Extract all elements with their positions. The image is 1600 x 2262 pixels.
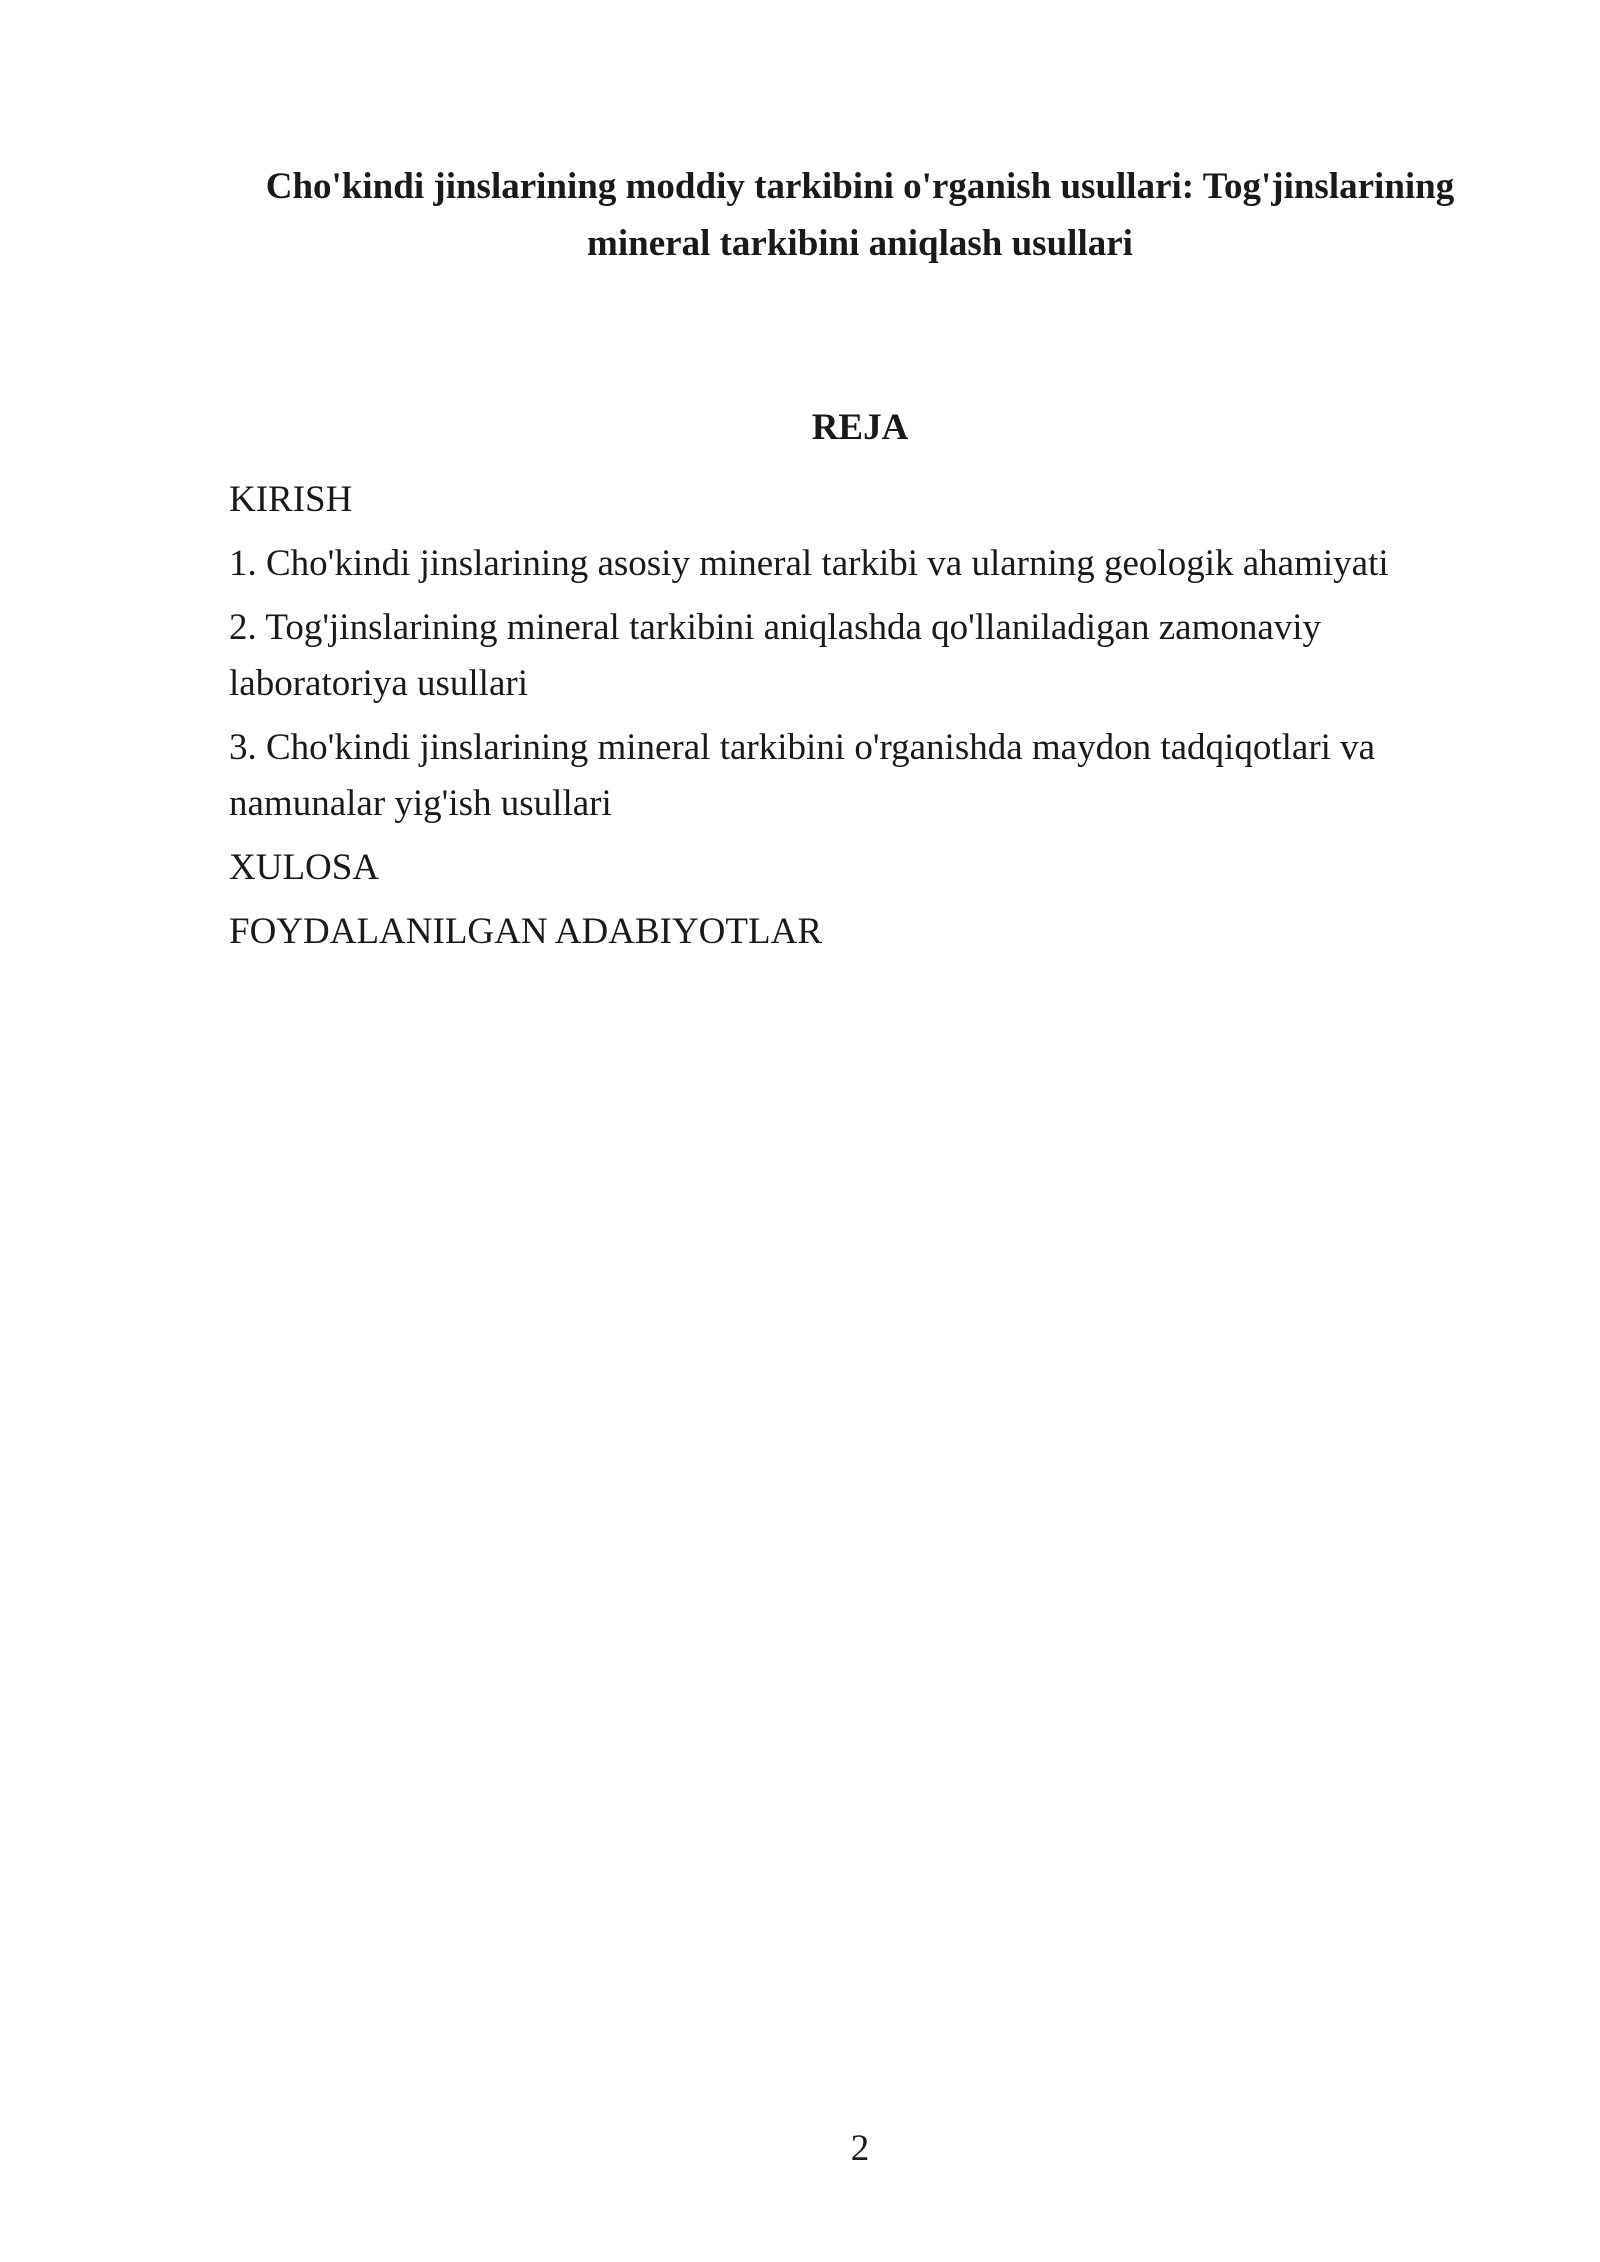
plan-heading: REJA	[811, 407, 909, 448]
plan-item-3: 3. Cho'kindi jinslarining mineral tarkibini o'rganishda maydon tadqiqotlari va namunalar yig'ish usullari	[229, 727, 1376, 824]
plan-item-xulosa: XULOSA	[229, 847, 380, 888]
plan-item-2: 2. Tog'jinslarining mineral tarkibini aniqlashda qo'llaniladigan zamonaviy laboratoriya usullari	[229, 607, 1322, 704]
page-number: 2	[850, 2128, 870, 2169]
plan-list	[229, 472, 1429, 968]
plan-item-1: 1. Cho'kindi jinslarining asosiy mineral tarkibi va ularning geologik ahamiyati	[229, 543, 1389, 584]
plan-item-kirish: KIRISH	[229, 479, 353, 520]
document-title: Cho'kindi jinslarining moddiy tarkibini o'rganish usullari: Tog'jinslarining mineral tarkibini aniqlash usullari	[265, 166, 1455, 264]
plan-item-references: FOYDALANILGAN ADABIYOTLAR	[229, 911, 822, 952]
